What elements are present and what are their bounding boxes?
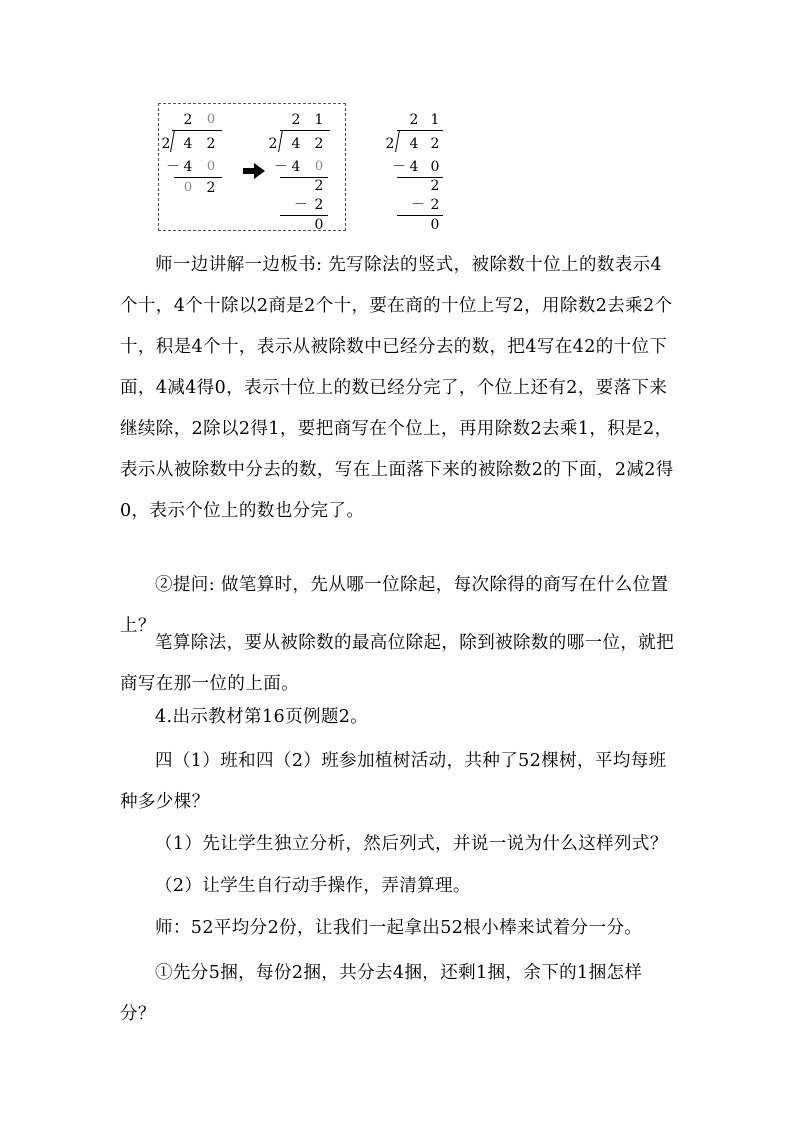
paragraph-explanation: 师一边讲解一边板书: 先写除法的竖式，被除数十位上的数表示4个十，4个十除以2商是2个十，要在商的十位上写2，用除数2去乘2个十，积是4个十，表示从被除数中已经分去的数，把4写在42的十位下面，4减4得0，表示十位上的数已经分完了，个位上还有2，要落下来继续除，2除以2得1，要把商写在个位上，再用除数2去乘1，积是2，表示从被除数中分去的数，写在上面落下来的被除数2的下面，2减2得0，表示个位上的数也分完了。 (120, 255, 674, 521)
brought-down-digit: 2 (430, 178, 440, 194)
subtraction-line (280, 215, 328, 216)
remainder-digit: 0 (183, 180, 193, 195)
paragraph-question: ②提问: 做笔算时，先从哪一位除起，每次除得的商写在什么位置上？ (120, 575, 669, 636)
minus-sign: － (411, 197, 425, 213)
paragraph-step2: （2）让学生自行动手操作，弄清算理。 (155, 876, 471, 896)
dividend-digit: 4 (183, 136, 193, 152)
quotient-digit: 1 (314, 112, 324, 128)
product-digit: 4 (409, 159, 419, 175)
quotient-digit: 1 (430, 112, 440, 128)
product-digit: 0 (206, 159, 216, 174)
product-digit: 0 (314, 159, 324, 174)
minus-sign: － (166, 159, 180, 175)
product-digit: 4 (183, 159, 193, 175)
product-digit: 2 (430, 197, 440, 213)
bracket-top-line (397, 130, 443, 131)
product-digit: 2 (314, 197, 324, 213)
bracket-top-line (280, 130, 330, 131)
paragraph-problem: 四（1）班和四（2）班参加植树活动，共种了52棵树，平均每班种多少棵？ (120, 751, 667, 812)
remainder-digit: 0 (430, 217, 440, 233)
bracket-top-line (172, 130, 222, 131)
paragraph-bundles: ①先分5捆，每份2捆，共分去4捆，还剩1捆，余下的1捆怎样分？ (120, 963, 643, 1024)
product-digit: 0 (430, 159, 440, 175)
minus-sign: － (294, 197, 308, 213)
dividend-digit: 2 (314, 136, 324, 152)
dividend-digit: 2 (430, 136, 440, 152)
quotient-digit: 2 (183, 112, 193, 128)
dividend-digit: 2 (206, 136, 216, 152)
paragraph-step1: （1）先让学生独立分析，然后列式，并说一说为什么这样列式？ (155, 834, 668, 854)
product-digit: 4 (291, 159, 301, 175)
remainder-digit: 2 (206, 180, 216, 196)
dividend-digit: 4 (291, 136, 301, 152)
paragraph-teacher: 师：52平均分2份，让我们一起拿出52根小棒来试着分一分。 (155, 918, 643, 938)
quotient-digit: 0 (206, 112, 216, 127)
dividend-digit: 4 (409, 136, 419, 152)
divisor: 2 (161, 136, 171, 152)
quotient-digit: 2 (291, 112, 301, 128)
right-arrow-icon (243, 163, 265, 179)
minus-sign: － (274, 159, 288, 175)
brought-down-digit: 2 (314, 178, 324, 194)
paragraph-example-heading: 4.出示教材第16页例题2。 (155, 707, 369, 727)
subtraction-line (397, 215, 443, 216)
quotient-digit: 2 (409, 112, 419, 128)
subtraction-line (174, 177, 222, 178)
minus-sign: － (392, 159, 406, 175)
remainder-digit: 0 (314, 217, 324, 233)
divisor: 2 (385, 136, 395, 152)
divisor: 2 (268, 136, 278, 152)
paragraph-rule: 笔算除法，要从被除数的最高位除起，除到被除数的哪一位，就把商写在那一位的上面。 (120, 633, 675, 694)
